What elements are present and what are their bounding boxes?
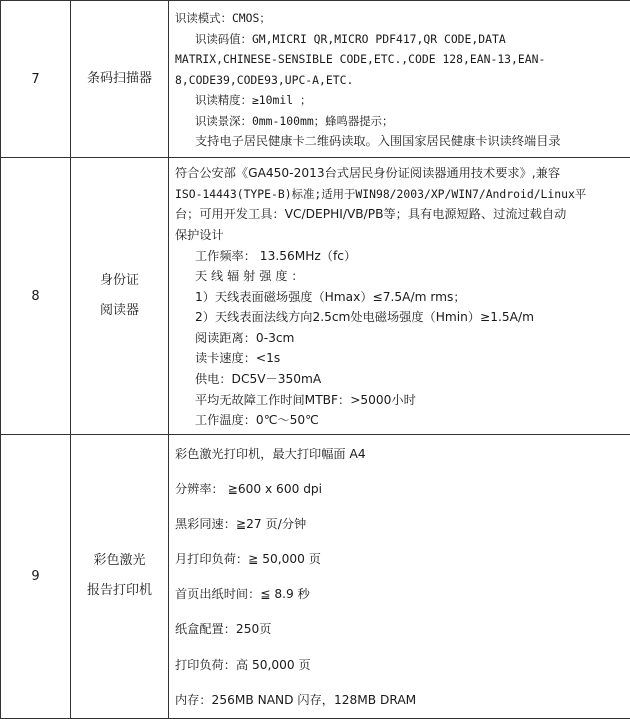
description-line: 黑彩同速：≧27 页/分钟 [175, 507, 626, 542]
description-line: 纸盒配置：250页 [175, 612, 626, 647]
description-line: 读卡速度：<1s [175, 348, 626, 369]
description-line: 识读景深：0mm-100mm；蜂鸣器提示； [175, 111, 626, 132]
item-description [169, 158, 630, 435]
item-name-line: 彩色激光 [71, 546, 168, 576]
row-number: 9 [1, 435, 71, 719]
description-line: 阅读距离：0-3cm [175, 328, 626, 349]
item-name [71, 1, 169, 158]
item-name-line: 条码扫描器 [71, 64, 168, 94]
description-line: 1）天线表面磁场强度（Hmax）≤7.5A/m rms； [175, 287, 626, 308]
item-name-line: 阅读器 [71, 296, 168, 326]
item-name-line: 报告打印机 [71, 576, 168, 606]
description-line: 支持电子居民健康卡二维码读取。入围国家居民健康卡识读终端目录 [175, 131, 626, 152]
description-line: 工作频率： 13.56MHz（fc） [175, 246, 626, 267]
description-line: MATRIX,CHINESE-SENSIBLE CODE,ETC.,CODE 128,EAN-13,EAN- [175, 49, 626, 70]
description-line: 月打印负荷：≧ 50,000 页 [175, 542, 626, 577]
description-line: 打印负荷：高 50,000 页 [175, 648, 626, 683]
description-line: 天 线 辐 射 强 度 ： [175, 266, 626, 287]
description-line: 2）天线表面法线方向2.5cm处电磁场强度（Hmin）≥1.5A/m [175, 307, 626, 328]
description-line: 识读模式：CMOS； [175, 8, 626, 29]
description-line: 8,CODE39,CODE93,UPC-A,ETC. [175, 70, 626, 91]
row-number: 7 [1, 1, 71, 158]
table-row [1, 158, 630, 435]
description-line: ISO-14443(TYPE-B)标准;适用于WIN98/2003/XP/WIN7/Android/Linux平 [175, 184, 626, 205]
description-line: 首页出纸时间：≦ 8.9 秒 [175, 577, 626, 612]
item-description [169, 1, 630, 158]
item-name-line: 身份证 [71, 266, 168, 296]
table-row [1, 435, 630, 719]
description-line: 识读码值：GM,MICRI QR,MICRO PDF417,QR CODE,DATA [175, 29, 626, 50]
description-line: 内存：256MB NAND 闪存，128MB DRAM [175, 683, 626, 718]
row-number: 8 [1, 158, 71, 435]
description-line: 工作温度：0℃～50℃ [175, 410, 626, 431]
table-row [1, 1, 630, 158]
description-line: 供电：DC5V－350mA [175, 369, 626, 390]
description-line: 彩色激光打印机，最大打印幅面 A4 [175, 437, 626, 472]
description-line: 识读精度：≥10mil ； [175, 90, 626, 111]
description-line: 台；可用开发工具：VC/DEPHI/VB/PB等；具有电源短路、过流过载自动 [175, 204, 626, 225]
description-line: 平均无故障工作时间MTBF：>5000小时 [175, 390, 626, 411]
item-name [71, 158, 169, 435]
description-line: 保护设计 [175, 225, 626, 246]
description-line: 符合公安部《GA450-2013台式居民身份证阅读器通用技术要求》,兼容 [175, 163, 626, 184]
description-line: 分辨率： ≧600 x 600 dpi [175, 472, 626, 507]
item-description [169, 435, 630, 719]
item-name [71, 435, 169, 719]
